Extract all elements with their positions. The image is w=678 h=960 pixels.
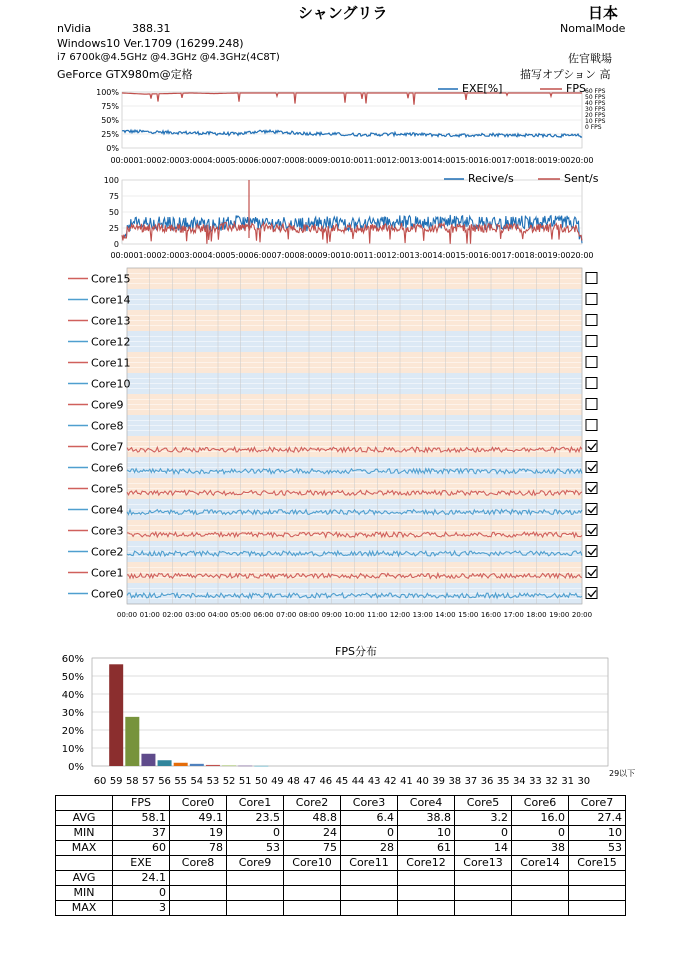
time-tick-label: 10:00 [340, 156, 364, 165]
core-legend-label: Core0 [91, 587, 124, 601]
stats-cell [512, 901, 569, 916]
stats-cell [455, 871, 512, 886]
core-checkbox [586, 378, 597, 389]
stats-cell: Core0 [170, 796, 227, 811]
fps-axis-tick-label: 60 FPS [585, 88, 606, 95]
exe-series-line [122, 130, 582, 137]
stats-cell [284, 871, 341, 886]
stats-cell: AVG [56, 811, 113, 826]
fps-dist-x-tick-label: 60 [93, 776, 107, 787]
fps-axis-tick-label: 40 FPS [585, 100, 606, 107]
stats-table [55, 795, 626, 916]
fps-axis-tick-label: 50 FPS [585, 94, 606, 101]
time-tick-label: 16:00 [480, 611, 502, 619]
stats-cell: 27.4 [569, 811, 626, 826]
exe-y-tick-label: 50% [101, 116, 119, 125]
fps-axis-tick-label: 30 FPS [585, 106, 606, 113]
time-tick-label: 14:00 [432, 156, 456, 165]
stats-cell: FPS [113, 796, 170, 811]
stats-cell: Core1 [227, 796, 284, 811]
fps-dist-x-tick-label: 41 [400, 776, 413, 787]
stats-cell: 24.1 [113, 871, 170, 886]
stats-data-row [56, 901, 626, 916]
time-tick-label: 11:00 [363, 156, 387, 165]
stats-cell [284, 901, 341, 916]
time-tick-label: 18:00 [526, 611, 547, 619]
time-tick-label: 05:00 [225, 156, 249, 165]
time-tick-label: 09:00 [317, 156, 341, 165]
core-checkbox [586, 399, 597, 410]
stats-data-row [56, 826, 626, 841]
stats-cell [569, 901, 626, 916]
stats-cell [455, 901, 512, 916]
stats-cell [569, 886, 626, 901]
stats-cell: 10 [398, 826, 455, 841]
time-tick-label: 20:00 [571, 611, 593, 619]
network-y-tick-label: 100 [103, 176, 119, 185]
time-tick-label: 15:00 [455, 156, 479, 165]
fps-dist-y-tick-label: 0% [68, 762, 84, 773]
stats-cell: MAX [56, 901, 113, 916]
time-tick-label: 08:00 [294, 251, 318, 260]
core-legend-label: Core4 [91, 503, 124, 517]
time-tick-label: 09:00 [317, 251, 341, 260]
core-legend-label: Core11 [91, 356, 131, 370]
time-tick-label: 01:00 [133, 156, 157, 165]
time-tick-label: 10:00 [344, 611, 365, 619]
fps-dist-bar [109, 664, 123, 766]
stats-cell: Core13 [455, 856, 512, 871]
time-tick-label: 01:00 [133, 251, 157, 260]
stats-cell: 38.8 [398, 811, 455, 826]
core-legend-label: Core13 [91, 314, 131, 328]
fps-dist-x-tick-label: 32 [545, 776, 558, 787]
stats-cell: 78 [170, 841, 227, 856]
stats-cell: MAX [56, 841, 113, 856]
network-chart [0, 168, 678, 260]
stats-cell: Core14 [512, 856, 569, 871]
stats-data-row [56, 886, 626, 901]
fps-dist-x-tick-label: 33 [529, 776, 542, 787]
time-tick-label: 06:00 [253, 611, 274, 619]
time-tick-label: 07:00 [271, 156, 295, 165]
fps-dist-last-label: 29以下 [609, 769, 636, 778]
fps-dist-x-tick-label: 31 [561, 776, 575, 787]
stats-cell [170, 886, 227, 901]
stats-cell: 3.2 [455, 811, 512, 826]
time-tick-label: 19:00 [549, 611, 570, 619]
fps-dist-bar [141, 754, 155, 766]
fps-dist-x-tick-label: 58 [125, 776, 139, 787]
core-legend-label: Core1 [91, 566, 124, 580]
time-tick-label: 20:00 [570, 156, 594, 165]
fps-axis-tick-label: 10 FPS [585, 118, 606, 125]
time-tick-label: 12:00 [386, 156, 410, 165]
time-tick-label: 17:00 [501, 156, 525, 165]
fps-axis-tick-label: 20 FPS [585, 112, 606, 119]
game-title: シャングリラ [298, 4, 388, 22]
fps-dist-x-tick-label: 54 [190, 776, 204, 787]
stats-cell: 0 [341, 826, 398, 841]
stats-cell [455, 886, 512, 901]
stats-cell: Core15 [569, 856, 626, 871]
core-checkbox [586, 294, 597, 305]
core-legend-label: Core5 [91, 482, 124, 496]
fps-dist-x-tick-label: 40 [416, 776, 429, 787]
stats-data-row [56, 871, 626, 886]
fps-distribution-chart [0, 652, 678, 792]
stats-cell: Core10 [284, 856, 341, 871]
time-tick-label: 17:00 [503, 611, 524, 619]
stats-cell: 10 [569, 826, 626, 841]
stats-cell: EXE [113, 856, 170, 871]
stats-cell [569, 871, 626, 886]
fps-legend-label: FPS [566, 82, 586, 95]
time-tick-label: 07:00 [276, 611, 297, 619]
exe-fps-chart [0, 78, 678, 168]
scene-label: 佐官戦場 [568, 52, 612, 65]
time-tick-label: 15:00 [458, 611, 479, 619]
fps-dist-x-tick-label: 48 [287, 776, 300, 787]
stats-data-row [56, 841, 626, 856]
sent-legend-label: Sent/s [564, 172, 599, 185]
exe-y-tick-label: 75% [101, 102, 119, 111]
stats-cell: Core4 [398, 796, 455, 811]
stats-cell [227, 901, 284, 916]
time-tick-label: 19:00 [547, 156, 571, 165]
stats-cell: 3 [113, 901, 170, 916]
fps-dist-y-tick-label: 50% [61, 672, 84, 683]
network-y-tick-label: 75 [108, 192, 119, 201]
fps-dist-bar [125, 717, 139, 766]
stats-cell: 58.1 [113, 811, 170, 826]
stats-data-row [56, 811, 626, 826]
network-y-tick-label: 25 [108, 224, 119, 233]
core-checkbox [586, 273, 597, 284]
stats-cell [170, 871, 227, 886]
time-tick-label: 06:00 [248, 156, 272, 165]
stats-cell: 14 [455, 841, 512, 856]
time-tick-label: 05:00 [230, 611, 251, 619]
fps-dist-bar [190, 764, 204, 766]
stats-cell [56, 856, 113, 871]
fps-dist-bar [206, 765, 220, 766]
fps-dist-x-tick-label: 46 [319, 776, 333, 787]
stats-cell [398, 901, 455, 916]
core-legend-label: Core15 [91, 272, 131, 286]
time-tick-label: 02:00 [156, 251, 180, 260]
time-tick-label: 14:00 [432, 251, 456, 260]
fps-dist-x-tick-label: 49 [271, 776, 284, 787]
stats-cell: 24 [284, 826, 341, 841]
stats-cell [398, 886, 455, 901]
stats-cell: 0 [455, 826, 512, 841]
core-legend-label: Core2 [91, 545, 124, 559]
fps-dist-x-tick-label: 51 [238, 776, 252, 787]
fps-dist-y-tick-label: 60% [61, 654, 84, 665]
time-tick-label: 12:00 [389, 611, 411, 619]
stats-cell: 38 [512, 841, 569, 856]
time-tick-label: 16:00 [478, 156, 502, 165]
stats-header-row [56, 856, 626, 871]
fps-dist-x-tick-label: 52 [222, 776, 236, 787]
core-legend-label: Core9 [91, 398, 124, 412]
time-tick-label: 07:00 [271, 251, 295, 260]
stats-cell [227, 871, 284, 886]
time-tick-label: 00:00 [116, 611, 138, 619]
stats-cell [341, 901, 398, 916]
time-tick-label: 05:00 [225, 251, 249, 260]
time-tick-label: 01:00 [139, 611, 160, 619]
fps-dist-x-tick-label: 43 [367, 776, 381, 787]
time-tick-label: 04:00 [202, 251, 226, 260]
time-tick-label: 02:00 [156, 156, 180, 165]
time-tick-label: 12:00 [386, 251, 410, 260]
fps-dist-title: FPS分布 [335, 645, 377, 658]
stats-cell [227, 886, 284, 901]
core-legend-label: Core12 [91, 335, 131, 349]
stats-cell: 28 [341, 841, 398, 856]
stats-cell [341, 886, 398, 901]
fps-dist-x-tick-label: 39 [432, 776, 446, 787]
stats-cell: Core11 [341, 856, 398, 871]
core-checkbox [586, 336, 597, 347]
time-tick-label: 11:00 [367, 611, 388, 619]
time-tick-label: 00:00 [110, 251, 134, 260]
time-tick-label: 08:00 [298, 611, 320, 619]
stats-cell: 37 [113, 826, 170, 841]
stats-cell: Core12 [398, 856, 455, 871]
core-legend-label: Core14 [91, 293, 131, 307]
core-legend-label: Core3 [91, 524, 124, 538]
fps-axis-tick-label: 0 FPS [585, 124, 602, 131]
recive-legend-label: Recive/s [468, 172, 514, 185]
stats-cell: Core7 [569, 796, 626, 811]
stats-cell: Core9 [227, 856, 284, 871]
time-tick-label: 11:00 [363, 251, 387, 260]
stats-cell: 48.8 [284, 811, 341, 826]
fps-dist-x-tick-label: 56 [158, 776, 171, 787]
time-tick-label: 13:00 [409, 251, 433, 260]
core-checkbox [586, 315, 597, 326]
exe-y-tick-label: 100% [96, 88, 119, 97]
fps-dist-x-tick-label: 42 [383, 776, 397, 787]
stats-cell: 61 [398, 841, 455, 856]
exe-y-tick-label: 25% [101, 130, 119, 139]
exe-y-tick-label: 0% [106, 144, 119, 153]
time-tick-label: 04:00 [202, 156, 226, 165]
time-tick-label: 18:00 [524, 156, 548, 165]
fps-dist-y-tick-label: 20% [61, 726, 84, 737]
stats-cell [170, 901, 227, 916]
fps-dist-x-tick-label: 45 [335, 776, 349, 787]
stats-cell: 75 [284, 841, 341, 856]
stats-cell: Core2 [284, 796, 341, 811]
fps-dist-x-tick-label: 30 [577, 776, 591, 787]
stats-cell: 6.4 [341, 811, 398, 826]
time-tick-label: 10:00 [340, 251, 364, 260]
time-tick-label: 19:00 [547, 251, 571, 260]
time-tick-label: 08:00 [294, 156, 318, 165]
stats-cell [512, 871, 569, 886]
stats-cell: 49.1 [170, 811, 227, 826]
time-tick-label: 03:00 [179, 156, 203, 165]
fps-dist-y-tick-label: 40% [61, 690, 84, 701]
fps-dist-bar [174, 763, 188, 766]
fps-dist-x-tick-label: 36 [480, 776, 494, 787]
stats-cell [56, 796, 113, 811]
stats-cell: 16.0 [512, 811, 569, 826]
time-tick-label: 04:00 [207, 611, 229, 619]
stats-cell [512, 886, 569, 901]
stats-cell: 60 [113, 841, 170, 856]
time-tick-label: 06:00 [248, 251, 272, 260]
driver-version: 388.31 [132, 22, 171, 35]
time-tick-label: 00:00 [110, 156, 134, 165]
stats-cell: 0 [113, 886, 170, 901]
stats-cell: 19 [170, 826, 227, 841]
time-tick-label: 13:00 [412, 611, 433, 619]
fps-dist-x-tick-label: 35 [496, 776, 510, 787]
gpu-vendor: nVidia [57, 22, 92, 35]
stats-cell: 53 [569, 841, 626, 856]
fps-dist-y-tick-label: 30% [61, 708, 84, 719]
region-label: 日本 [588, 4, 619, 22]
network-y-tick-label: 0 [113, 240, 119, 249]
stats-cell: Core8 [170, 856, 227, 871]
fps-dist-x-tick-label: 38 [448, 776, 462, 787]
gpu-info: GeForce GTX980m@定格 [57, 68, 193, 81]
stats-cell: Core5 [455, 796, 512, 811]
fps-dist-bar [254, 766, 268, 767]
cpu-info: i7 6700k@4.5GHz @4.3GHz @4.3GHz(4C8T) [57, 52, 280, 63]
fps-dist-bar [238, 766, 252, 767]
core-legend-label: Core6 [91, 461, 124, 475]
stats-cell: MIN [56, 826, 113, 841]
stats-cell: AVG [56, 871, 113, 886]
fps-dist-x-tick-label: 50 [254, 776, 268, 787]
time-tick-label: 16:00 [478, 251, 502, 260]
fps-dist-x-tick-label: 57 [142, 776, 155, 787]
core-legend-label: Core8 [91, 419, 124, 433]
time-tick-label: 09:00 [321, 611, 342, 619]
network-y-tick-label: 50 [108, 208, 119, 217]
stats-cell [398, 871, 455, 886]
fps-dist-y-tick-label: 10% [61, 744, 84, 755]
time-tick-label: 17:00 [501, 251, 525, 260]
time-tick-label: 15:00 [455, 251, 479, 260]
time-tick-label: 20:00 [570, 251, 594, 260]
time-tick-label: 14:00 [435, 611, 456, 619]
os-info: Windows10 Ver.1709 (16299.248) [57, 37, 244, 50]
fps-series-line [122, 93, 582, 105]
stats-cell: 0 [227, 826, 284, 841]
core-legend-label: Core7 [91, 440, 124, 454]
fps-dist-bar [158, 760, 172, 766]
time-tick-label: 03:00 [185, 611, 206, 619]
core-checkbox [586, 420, 597, 431]
mode-label: NomalMode [560, 22, 626, 35]
core-usage-chart [0, 262, 678, 622]
time-tick-label: 02:00 [162, 611, 183, 619]
quality-label: 描写オプション 高 [520, 68, 611, 81]
stats-cell: Core6 [512, 796, 569, 811]
time-tick-label: 13:00 [409, 156, 433, 165]
core-checkbox [586, 357, 597, 368]
fps-dist-x-tick-label: 55 [174, 776, 188, 787]
stats-cell [284, 886, 341, 901]
fps-dist-x-tick-label: 53 [206, 776, 220, 787]
stats-cell [341, 871, 398, 886]
stats-cell: MIN [56, 886, 113, 901]
time-tick-label: 18:00 [524, 251, 548, 260]
exe-legend-label: EXE[%] [462, 82, 503, 95]
stats-cell: 0 [512, 826, 569, 841]
core-legend-label: Core10 [91, 377, 131, 391]
fps-dist-bar [222, 765, 236, 766]
stats-cell: 23.5 [227, 811, 284, 826]
fps-dist-x-tick-label: 34 [512, 776, 526, 787]
stats-cell: Core3 [341, 796, 398, 811]
stats-header-row [56, 796, 626, 811]
fps-dist-x-tick-label: 47 [303, 776, 317, 787]
stats-cell: 53 [227, 841, 284, 856]
time-tick-label: 03:00 [179, 251, 203, 260]
fps-dist-x-tick-label: 44 [351, 776, 365, 787]
fps-dist-x-tick-label: 59 [109, 776, 123, 787]
fps-dist-x-tick-label: 37 [464, 776, 478, 787]
